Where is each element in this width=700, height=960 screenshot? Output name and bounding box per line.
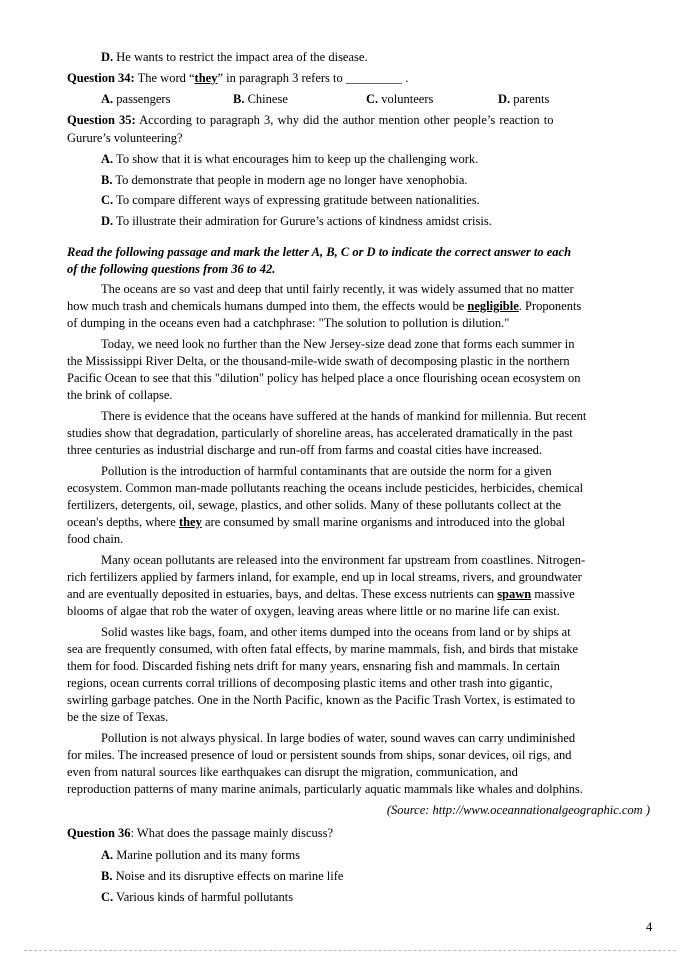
q34-option-a	[101, 92, 170, 107]
p4-line1: Pollution is the introduction of harmful contaminants that are outside the norm for a given	[101, 464, 552, 478]
question-36-stem	[67, 826, 333, 841]
underlined-word: negligible	[467, 299, 519, 313]
option-letter: A.	[101, 152, 114, 166]
page-number: 4	[646, 920, 653, 934]
p4-line2: ecosystem. Common man-made pollutants reaching the oceans include pesticides, herbicides, chemical	[67, 481, 584, 495]
question-text: ” in paragraph 3 refers to _________ .	[217, 71, 409, 85]
question-35-stem-line1	[67, 113, 650, 128]
option-text: Chinese	[244, 92, 288, 106]
p2-line2: the Mississippi River Delta, or the thousand-mile-wide swath of decomposing plastic in the northern	[67, 354, 570, 368]
option-text: parents	[510, 92, 550, 106]
q36-option-a	[101, 848, 300, 863]
option-letter: C.	[101, 890, 114, 904]
underlined-word: they	[178, 515, 202, 529]
p6-line5: swirling garbage patches. One in the North Pacific, known as the Pacific Trash Vortex, is estimated to	[67, 693, 576, 707]
p5-line1: Many ocean pollutants are released into the environment far upstream from coastlines. Nitrogen-	[101, 553, 586, 567]
p1-line1: The oceans are so vast and deep that until fairly recently, it was widely assumed that no matter	[101, 282, 574, 296]
question-34-stem	[67, 71, 408, 86]
q36-option-c	[101, 890, 293, 905]
p7-line4: reproduction patterns of many marine animals, particularly aquatic mammals like whales and dolphins.	[67, 782, 583, 796]
option-text: To show that it is what encourages him to keep up the challenging work.	[113, 152, 479, 166]
q35-option-d	[101, 214, 492, 229]
p5-line4: blooms of algae that rob the water of oxygen, leaving areas where little or no marine life can exist.	[67, 604, 560, 618]
passage-source: (Source: http://www.oceannationalgeographic.com )	[386, 803, 650, 817]
option-text: Noise and its disruptive effects on marine life	[112, 869, 344, 883]
instruction-line2: of the following questions from 36 to 42.	[67, 262, 276, 276]
page-bottom-rule	[24, 950, 676, 951]
p6-line4: regions, ocean currents corral trillions of decomposing plastic items and other trash into gigantic,	[67, 676, 553, 690]
p6-line3: them for food. Discarded fishing nets drift for many years, ensnaring fish and mammals. In certain	[67, 659, 560, 673]
p5-line3	[67, 587, 575, 602]
q35-option-a	[101, 152, 478, 167]
q35-option-b	[101, 173, 468, 188]
option-letter: D.	[101, 50, 114, 64]
p3-line2: studies show that degradation, particularly of shoreline areas, has accelerated dramatically in the past	[67, 426, 573, 440]
question-label: Question 34:	[67, 71, 135, 85]
q34-option-d	[498, 92, 549, 107]
p2-line4: the brink of collapse.	[67, 388, 173, 402]
option-letter: B.	[101, 869, 113, 883]
text: how much trash and chemicals humans dumped into them, the effects would be	[67, 299, 468, 313]
question-text: : What does the passage mainly discuss?	[130, 826, 334, 840]
p5-line2: rich fertilizers applied by farmers inland, for example, end up in local streams, rivers, and groundwater	[67, 570, 582, 584]
text: and are eventually deposited in estuaries, bays, and deltas. These excess nutrients can	[67, 587, 498, 601]
q36-option-b	[101, 869, 343, 884]
q34-option-b	[233, 92, 288, 107]
q34-option-c	[366, 92, 433, 107]
option-text: volunteers	[378, 92, 434, 106]
p4-line4	[67, 515, 565, 530]
p7-line1: Pollution is not always physical. In large bodies of water, sound waves can carry undiminished	[101, 731, 576, 745]
text: . Proponents	[518, 299, 582, 313]
option-text: To illustrate their admiration for Gurure’s actions of kindness amidst crisis.	[113, 214, 492, 228]
option-text: passengers	[113, 92, 171, 106]
option-letter: B.	[101, 173, 113, 187]
p2-line3: Pacific Ocean to see that this "dilution" policy has helped place a once flourishing ocean ecosystem on	[67, 371, 581, 385]
option-letter: A.	[101, 92, 114, 106]
question-label: Question 36	[67, 826, 131, 840]
p7-line2: for miles. The increased presence of loud or persistent sounds from ships, sonar devices, oil rigs, and	[67, 748, 572, 762]
option-letter: D.	[498, 92, 511, 106]
question-35-stem-line2: Gurure’s volunteering?	[67, 131, 183, 145]
p3-line1: There is evidence that the oceans have suffered at the hands of mankind for millennia. But recent	[101, 409, 587, 423]
p1-line2	[67, 299, 581, 314]
underlined-word: spawn	[497, 587, 532, 601]
option-letter: D.	[101, 214, 114, 228]
p4-line5: food chain.	[67, 532, 124, 546]
option-letter: C.	[101, 193, 114, 207]
option-letter: B.	[233, 92, 245, 106]
q33-option-d	[101, 50, 368, 65]
text: are consumed by small marine organisms and introduced into the global	[201, 515, 566, 529]
p1-line3: of dumping in the oceans even had a catchphrase: "The solution to pollution is dilution."	[67, 316, 510, 330]
p3-line3: three centuries as industrial discharge and run-off from farms and coastal cities have increased.	[67, 443, 543, 457]
question-text: According to paragraph 3, why did the author mention other people’s reaction to	[135, 113, 554, 127]
option-letter: C.	[366, 92, 379, 106]
question-label: Question 35:	[67, 113, 136, 127]
text: ocean's depths, where	[67, 515, 179, 529]
p6-line2: sea are frequently consumed, with often fatal effects, by marine mammals, fish, and birds that mistake	[67, 642, 579, 656]
option-text: He wants to restrict the impact area of the disease.	[113, 50, 368, 64]
p7-line3: even from natural sources like earthquakes can disrupt the migration, communication, and	[67, 765, 518, 779]
q35-option-c	[101, 193, 480, 208]
text: massive	[531, 587, 575, 601]
instruction-line1: Read the following passage and mark the letter A, B, C or D to indicate the correct answer to each	[67, 245, 572, 259]
p6-line1: Solid wastes like bags, foam, and other items dumped into the oceans from land or by ships at	[101, 625, 571, 639]
option-text: Marine pollution and its many forms	[113, 848, 300, 862]
p2-line1: Today, we need look no further than the New Jersey-size dead zone that forms each summer in	[101, 337, 575, 351]
option-text: Various kinds of harmful pollutants	[113, 890, 294, 904]
option-text: To demonstrate that people in modern age no longer have xenophobia.	[112, 173, 468, 187]
option-letter: A.	[101, 848, 114, 862]
p4-line3: fertilizers, detergents, oil, sewage, plastics, and other solids. Many of these pollutants collect at the	[67, 498, 562, 512]
question-text: The word “	[134, 71, 195, 85]
underlined-word: they	[194, 71, 218, 85]
option-text: To compare different ways of expressing gratitude between nationalities.	[113, 193, 480, 207]
p6-line6: be the size of Texas.	[67, 710, 169, 724]
